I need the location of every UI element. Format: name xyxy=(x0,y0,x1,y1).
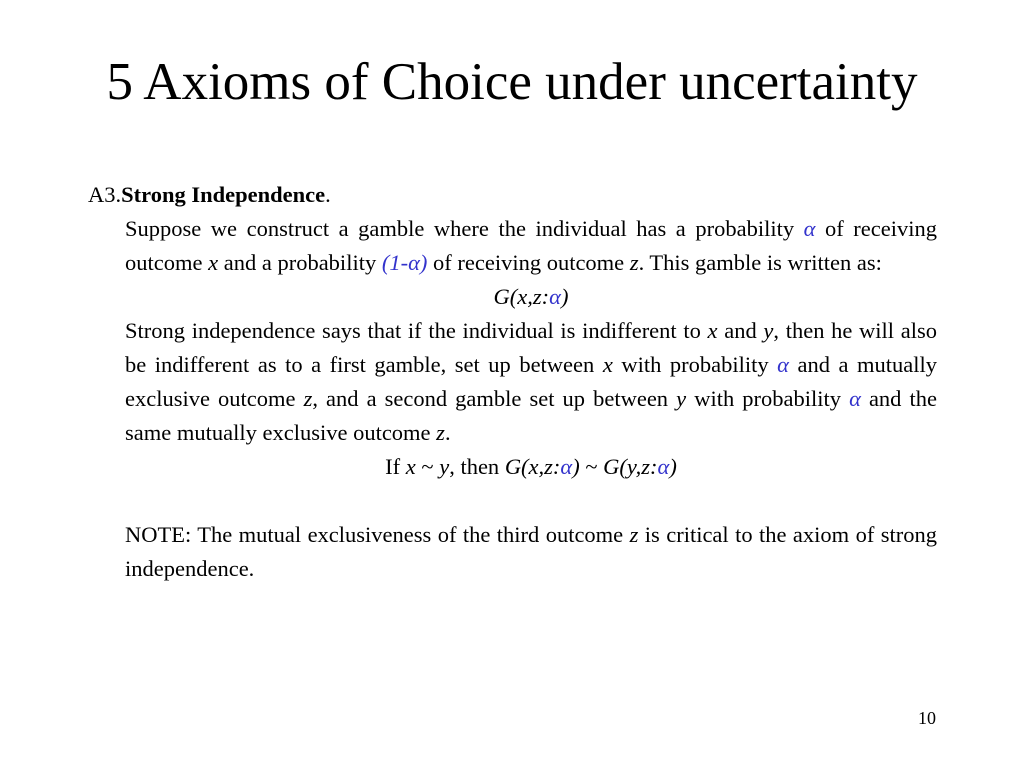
axiom-heading xyxy=(88,178,937,212)
variable-y: y xyxy=(439,454,450,479)
note-paragraph xyxy=(125,518,937,586)
alpha-symbol: α xyxy=(849,386,861,411)
text-run: and a probability xyxy=(218,250,382,275)
alpha-symbol: α xyxy=(777,352,789,377)
formula-part: G(x,z: xyxy=(504,454,561,479)
variable-z: z xyxy=(629,522,639,547)
text-run: of receiving outcome xyxy=(427,250,630,275)
tilde-operator: ~ xyxy=(415,454,440,479)
blank-line xyxy=(125,484,937,518)
page-number: 10 xyxy=(918,708,936,728)
text-run: of receiving outcome xyxy=(125,216,937,275)
axiom-name: Strong Independence xyxy=(121,182,326,207)
axiom-name-end: . xyxy=(325,182,331,207)
gamble-formula xyxy=(125,280,937,314)
text-run: with probability xyxy=(612,352,778,377)
variable-y: y xyxy=(676,386,687,411)
variable-z: z xyxy=(629,250,639,275)
axiom-number: A3. xyxy=(88,182,122,207)
variable-z: z xyxy=(436,420,445,445)
gamble-definition-paragraph xyxy=(125,212,937,280)
alpha-symbol: α xyxy=(657,454,670,479)
text-run: is critical to the axiom of strong independence. xyxy=(125,522,937,581)
variable-x: x xyxy=(208,250,219,275)
variable-x: x xyxy=(707,318,718,343)
text-run: with probability xyxy=(686,386,850,411)
formula-part: ) xyxy=(669,454,677,479)
axiom-body xyxy=(125,212,937,586)
variable-z: z xyxy=(303,386,313,411)
text-run: Suppose we construct a gamble where the individual has a probability xyxy=(125,216,804,241)
formula-part: G(y,z: xyxy=(603,454,658,479)
slide-title: 5 Axioms of Choice under uncertainty xyxy=(106,53,918,111)
variable-x: x xyxy=(602,352,613,377)
slide-content xyxy=(88,178,937,586)
alpha-symbol: α xyxy=(549,284,561,309)
tilde-operator: ~ xyxy=(579,454,604,479)
text-run: , then he will also be indifferent as to a first gamble, set up between xyxy=(125,318,937,377)
formula-part: ) xyxy=(572,454,580,479)
formula-part: ) xyxy=(560,284,569,309)
text-run: , and a second gamble set up between xyxy=(312,386,677,411)
text-run: . This gamble is written as: xyxy=(638,250,882,275)
text-run: and xyxy=(717,318,764,343)
variable-y: y xyxy=(763,318,774,343)
alpha-symbol: α xyxy=(803,216,816,241)
strong-independence-paragraph xyxy=(125,314,937,450)
text-run: and the same mutually exclusive outcome xyxy=(125,386,937,445)
text-run: and a mutually exclusive outcome xyxy=(125,352,937,411)
text-run: Strong independence says that if the individual is indifferent to xyxy=(125,318,708,343)
text-run: If xyxy=(385,454,406,479)
indifference-formula xyxy=(125,450,937,484)
formula-part: G(x,z: xyxy=(493,284,550,309)
text-run: . xyxy=(444,420,451,445)
variable-x: x xyxy=(405,454,416,479)
text-run: , then xyxy=(449,454,505,479)
one-minus-alpha: (1-α) xyxy=(381,250,428,275)
alpha-symbol: α xyxy=(560,454,573,479)
text-run: NOTE: The mutual exclusiveness of the third outcome xyxy=(125,522,630,547)
